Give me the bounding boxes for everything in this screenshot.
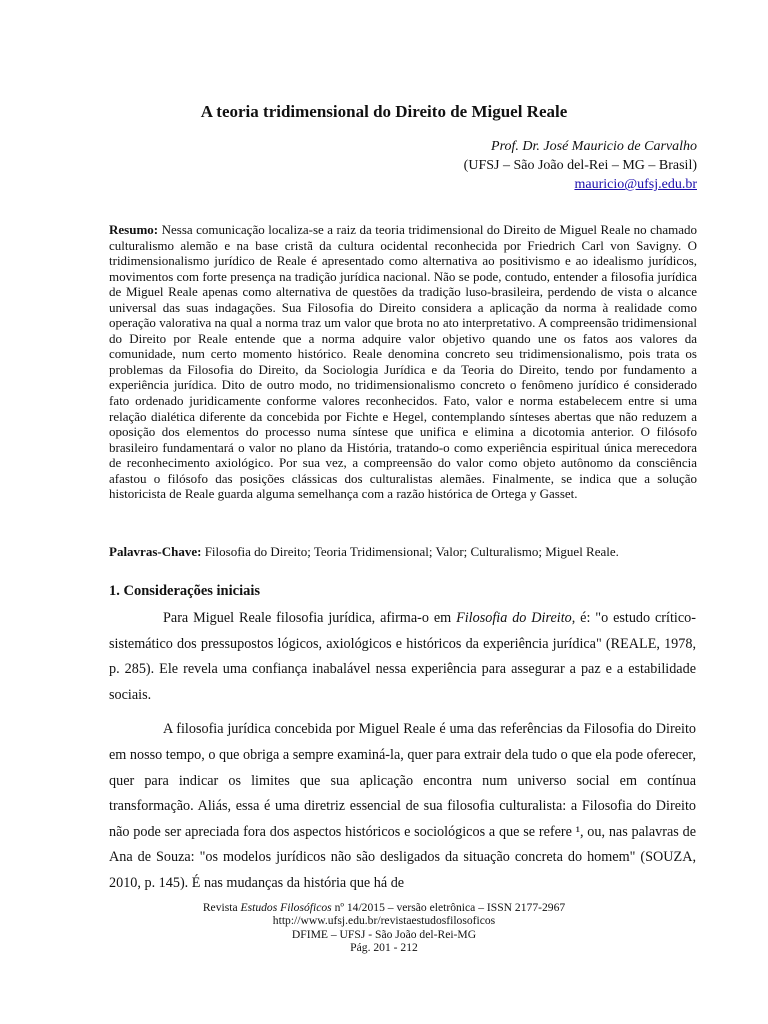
footer-url: http://www.ufsj.edu.br/revistaestudosfilosoficos [272, 914, 496, 928]
abstract [109, 222, 697, 502]
section-heading: 1. Considerações iniciais [109, 583, 261, 599]
footer-pages: Pág. 201 - 212 [350, 941, 418, 955]
abstract-label: Resumo: [109, 222, 159, 237]
paragraph-2: A filosofia jurídica concebida por Miguel Reale é uma das referências da Filosofia do Direito em nosso tempo, o que obriga a sempre examiná-la, quer para extrair dela tudo o que ela pode oferecer, quer para indicar os limites que sua aplicação encontra num universo social em contínua transformação. Aliás, essa é uma diretriz essencial de sua filosofia culturalista: a Filosofia do Direito não pode ser apreciada fora dos aspectos históricos e sociológicos a que se refere ¹, ou, nas palavras de Ana de Souza: "os modelos jurídicos não são desligados da situação concreta do homem" (SOUZA, 2010, p. 145). É nas mudanças da história que há de [109, 721, 696, 891]
keywords-text: Filosofia do Direito; Teoria Tridimensional; Valor; Culturalismo; Miguel Reale. [204, 544, 619, 559]
abstract-text: Nessa comunicação localiza-se a raiz da teoria tridimensional do Direito de Miguel Reale no chamado culturalismo alemão e na base cristã da cultura ocidental reconhecida por Friedrich Carl von Savigny. O tridimensionalismo jurídico de Reale é apresentado como alternativa ao positivismo e ao idealismo jurídicos, movimentos com forte presença na tradição jurídica nacional. Não se pode, contudo, entender a filosofia jurídica de Miguel Reale apenas como alternativa de questões da tradição luso-brasileira, perdendo de vista o alcance universal das suas indagações. Sua Filosofia do Direito considera a aplicação da norma à realidade como operação valorativa na qual a norma traz um valor que brota no ato interpretativo. A compreensão tridimensional do Direito por Reale entende que a norma adquire valor objetivo quando une os fatos aos valores da comunidade, num certo momento histórico. Reale denomina concreto seu tridimensionalismo, pois trata os problemas da Filosofia do Direito, da Sociologia Jurídica e da Teoria do Direito, tendo por fundamento a experiência jurídica. Dito de outro modo, no tridimensionalismo concreto o fenômeno jurídico é considerado fato ordenado juridicamente conforme valores reconhecidos. Fato, valor e norma estabelecem entre si uma relação dialética diferente da concebida por Fichte e Hegel, contemplando sínteses abertas que não reduzem a oposição dos elementos do processo numa síntese que unifica e elimina a dicotomia anterior. O filósofo brasileiro fundamentará o valor no plano da História, tratando-o como experiência espiritual única merecedora de reconhecimento axiológico. Por sua vez, a compreensão do valor como objeto autônomo da consciência afastou o filósofo das posições clássicas dos culturalistas alemães. Finalmente, se indica que a solução historicista de Reale guarda alguma semelhança com a razão histórica de Ortega y Gasset. [109, 222, 698, 502]
paper-title: A teoria tridimensional do Direito de Miguel Reale [200, 102, 568, 121]
section-body [109, 606, 696, 906]
footer-journal-name: Estudos Filosóficos [240, 901, 332, 914]
author-email-link[interactable]: mauricio@ufsj.edu.br [574, 177, 697, 192]
author-affiliation: (UFSJ – São João del-Rei – MG – Brasil) [463, 158, 697, 173]
page-footer [0, 901, 768, 955]
footer-department: DFIME – UFSJ - São João del-Rei-MG [291, 927, 477, 941]
author-block [464, 137, 697, 194]
paragraph-1-part-a: Para Miguel Reale filosofia jurídica, afirma-o em [163, 610, 457, 626]
paragraph-1 [109, 606, 696, 708]
book-title: Filosofia do Direito [456, 610, 572, 626]
footer-journal-b: nº 14/2015 – versão eletrônica – ISSN 2177-2967 [331, 901, 566, 914]
paragraph-1-part-b: , é: "o estudo crítico-sistemático dos pressupostos lógicos, axiológicos e históricos da experiência jurídica" (REALE, 1978, p. 285). Ele revela uma confiança inabalável nessa experiência para assegurar a paz e a estabilidade sociais. [109, 610, 696, 703]
footer-journal-line [0, 901, 768, 914]
footer-journal-a: Revista [202, 901, 241, 914]
keywords-label: Palavras-Chave: [109, 544, 202, 559]
keywords [109, 544, 697, 560]
author-name: Prof. Dr. José Mauricio de Carvalho [491, 139, 697, 154]
